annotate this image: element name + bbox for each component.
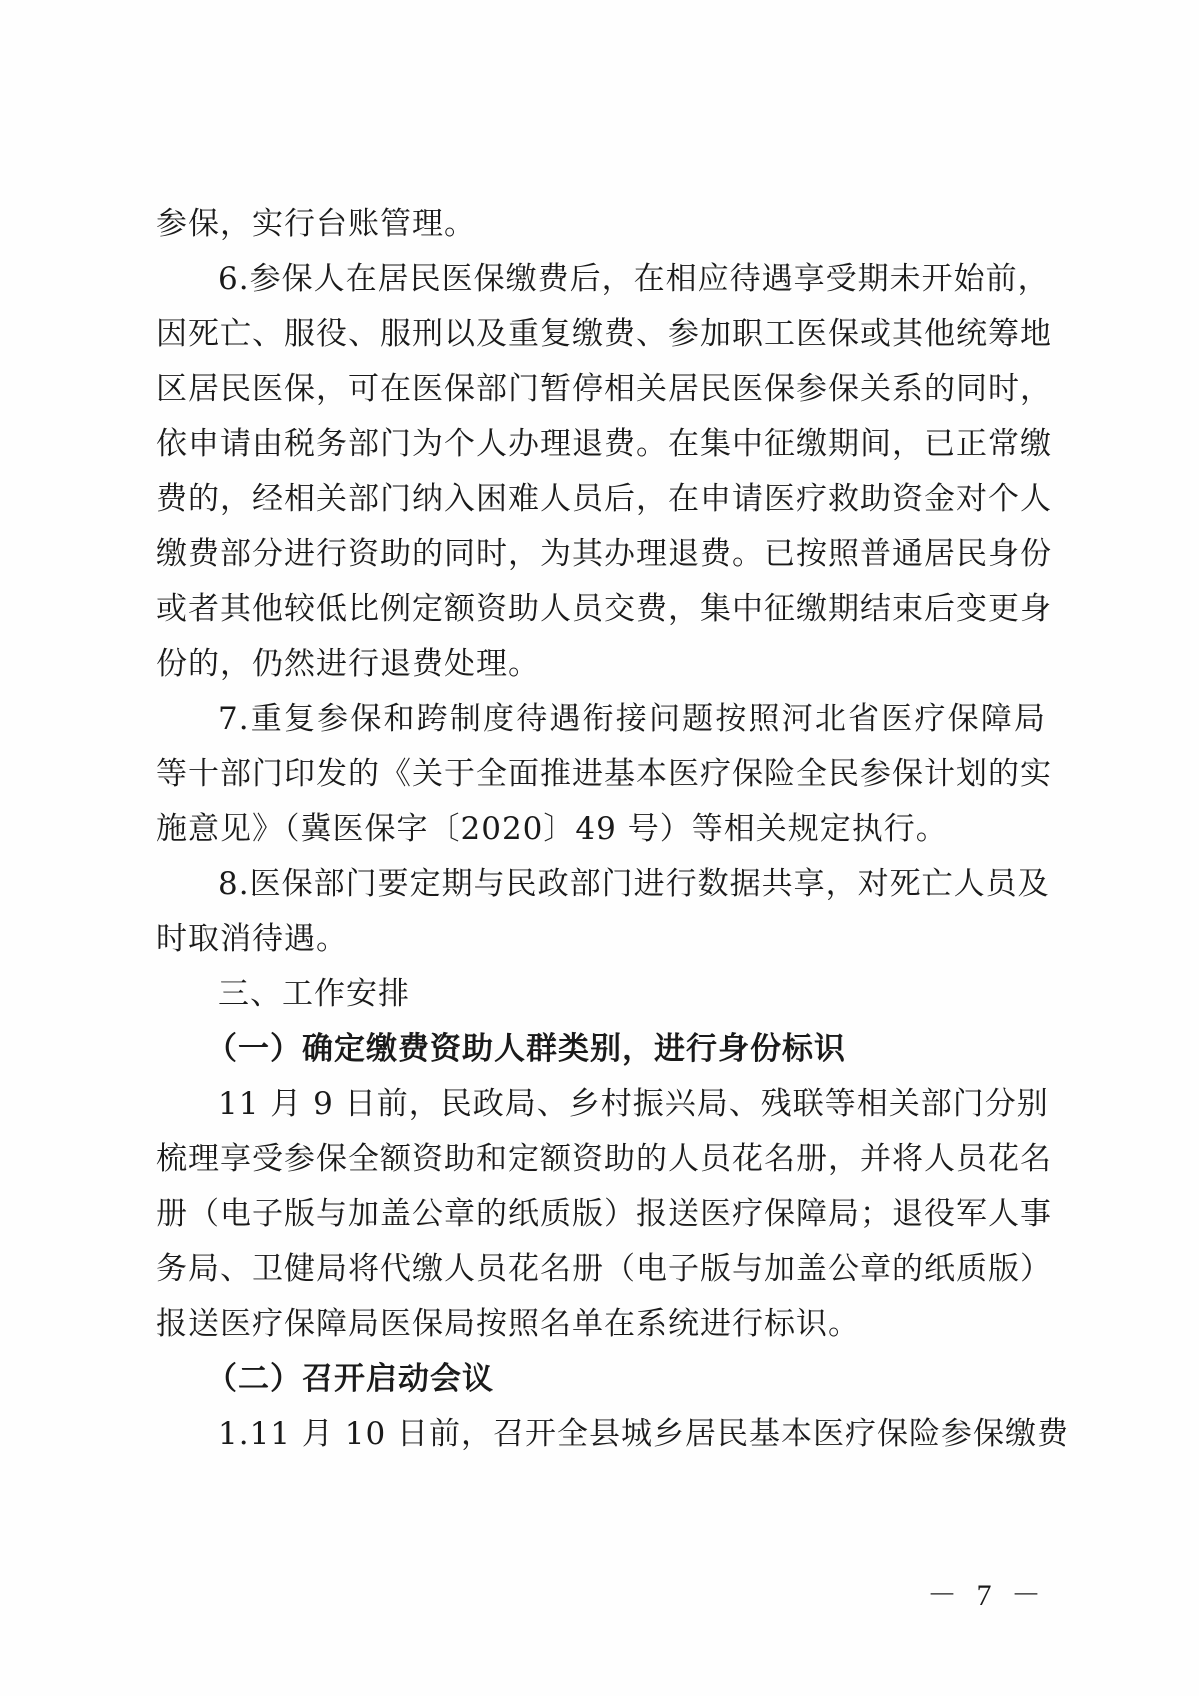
body-line: 缴费部分进行资助的同时，为其办理退费。已按照普通居民身份 xyxy=(156,536,1052,572)
body-line: 时取消待遇。 xyxy=(156,921,348,957)
body-line: 费的，经相关部门纳入困难人员后，在申请医疗救助资金对个人 xyxy=(156,481,1052,517)
body-line: 册（电子版与加盖公章的纸质版）报送医疗保障局；退役军人事 xyxy=(156,1196,1052,1232)
paragraph-7-line: 7.重复参保和跨制度待遇衔接问题按照河北省医疗保障局 xyxy=(218,701,1046,737)
body-line: 区居民医保，可在医保部门暂停相关居民医保参保关系的同时， xyxy=(156,371,1052,407)
paragraph-8-line: 8.医保部门要定期与民政部门进行数据共享，对死亡人员及 xyxy=(218,866,1050,902)
body-line: 报送医疗保障局医保局按照名单在系统进行标识。 xyxy=(156,1306,860,1342)
body-line: 参保，实行台账管理。 xyxy=(156,206,476,242)
paragraph-6-line: 6.参保人在居民医保缴费后，在相应待遇享受期未开始前， xyxy=(218,261,1050,297)
page-number: － 7 － xyxy=(927,1579,1047,1612)
section-heading: 三、工作安排 xyxy=(218,976,410,1012)
subsection-heading-1: （一）确定缴费资助人群类别，进行身份标识 xyxy=(206,1031,846,1067)
body-line: 份的，仍然进行退费处理。 xyxy=(156,646,540,682)
body-line: 1.11 月 10 日前，召开全县城乡居民基本医疗保险参保缴费 xyxy=(218,1416,1070,1452)
body-line: 梳理享受参保全额资助和定额资助的人员花名册，并将人员花名 xyxy=(156,1141,1052,1177)
body-line: 因死亡、服役、服刑以及重复缴费、参加职工医保或其他统筹地 xyxy=(156,316,1052,352)
subsection-heading-2: （二）召开启动会议 xyxy=(206,1361,494,1397)
body-line: 施意见》（冀医保字〔2020〕49 号）等相关规定执行。 xyxy=(156,811,948,847)
body-line: 依申请由税务部门为个人办理退费。在集中征缴期间，已正常缴 xyxy=(156,426,1052,462)
body-line: 务局、卫健局将代缴人员花名册（电子版与加盖公章的纸质版） xyxy=(156,1251,1052,1287)
body-line: 或者其他较低比例定额资助人员交费，集中征缴期结束后变更身 xyxy=(156,591,1052,627)
body-line: 等十部门印发的《关于全面推进基本医疗保险全民参保计划的实 xyxy=(156,756,1052,792)
body-line: 11 月 9 日前，民政局、乡村振兴局、残联等相关部门分别 xyxy=(218,1086,1049,1122)
